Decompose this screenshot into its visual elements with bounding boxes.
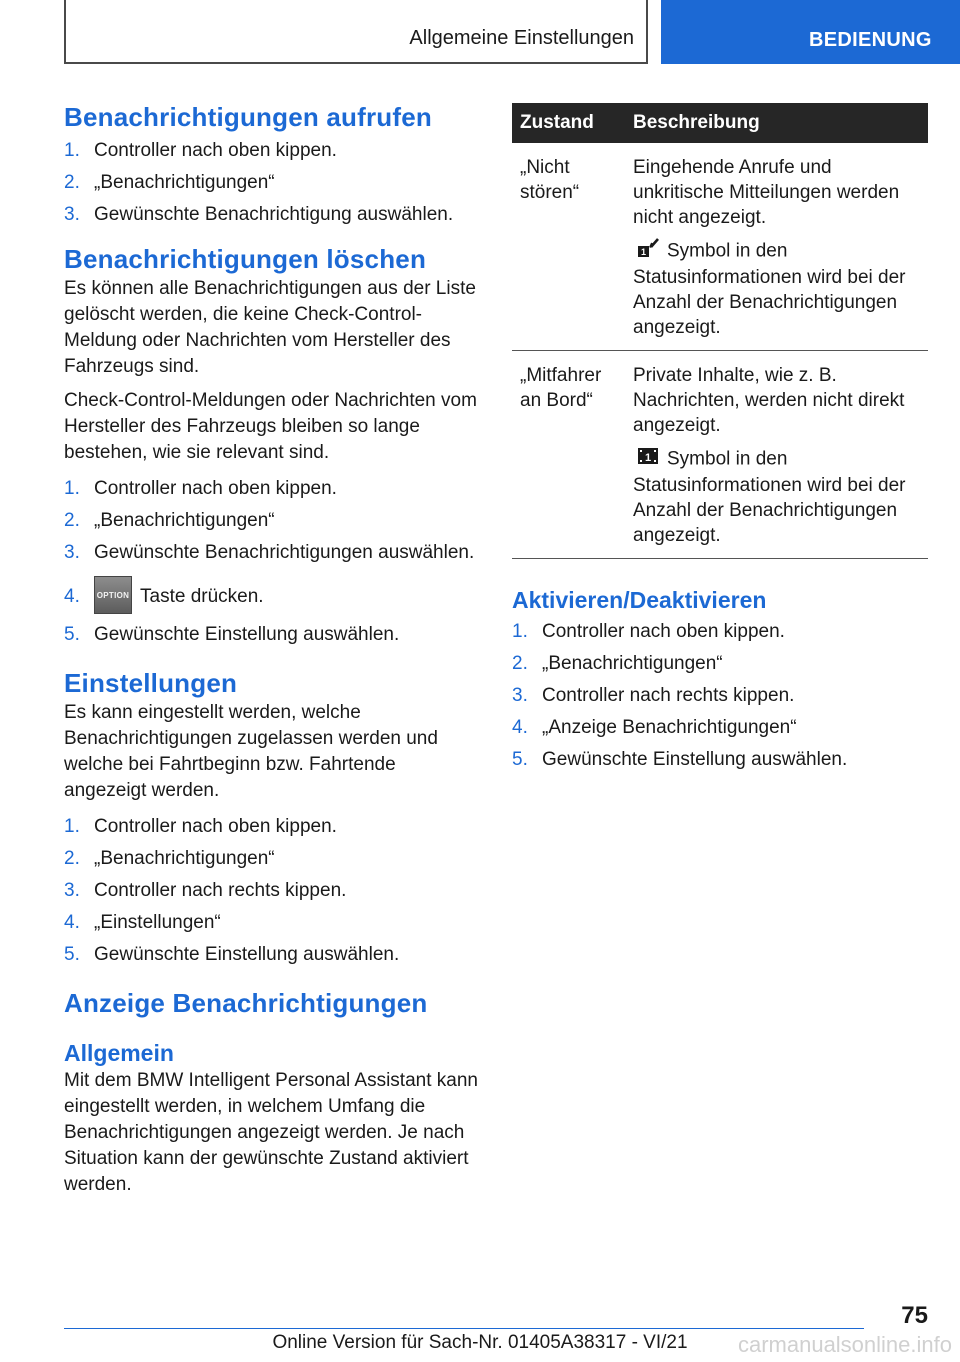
- left-column: [64, 100, 478, 1198]
- table-header: Zustand: [512, 103, 625, 143]
- steps-loeschen: [64, 476, 478, 648]
- list-item: 4. OPTION Taste drücken.: [64, 584, 478, 614]
- paragraph: Es können alle Benachrichtigungen aus der Liste gelöscht werden, die keine Check-Control-Meldung oder Nachrichten vom Hersteller des Fahrzeugs sind.: [64, 278, 476, 377]
- heading-einstellungen: Einstellungen: [64, 668, 238, 698]
- heading-loeschen: Benachrichtigungen löschen: [64, 244, 427, 274]
- list-item: 5. Gewünschte Einstellung auswählen.: [64, 624, 400, 645]
- steps-einstellungen: [64, 814, 478, 968]
- section-label: BEDIENUNG: [809, 29, 932, 51]
- footer-divider: [64, 1328, 864, 1329]
- list-item: 4. „Einstellungen“: [64, 912, 221, 933]
- table-row: [512, 351, 928, 559]
- watermark: carmanualsonline.info: [737, 1332, 952, 1357]
- list-item: 2. „Benachrichtigungen“: [64, 848, 275, 869]
- svg-text:1: 1: [644, 452, 652, 464]
- paragraph: Es kann eingestellt werden, welche Benachrichtigungen zugelassen werden und welche bei Fahrtbeginn bzw. Fahrtende angezeigt werden.: [64, 702, 438, 801]
- heading-aufrufen: Benachrichtigungen aufrufen: [64, 102, 432, 132]
- table-header: Beschreibung: [625, 103, 928, 143]
- page-number: 75: [901, 1302, 928, 1329]
- table-cell-state: „Mitfahrer an Bord“: [512, 351, 625, 559]
- online-version-text: Online Version für Sach-Nr. 01405A38317 - VI/21: [272, 1332, 688, 1353]
- list-item: 4. „Anzeige Benachrichtigungen“: [512, 717, 797, 738]
- list-item: 5. Gewünschte Einstellung auswählen.: [64, 944, 400, 965]
- list-item: 1. Controller nach oben kippen.: [64, 140, 337, 161]
- option-button-icon: OPTION: [94, 576, 132, 614]
- list-item: 3. Gewünschte Benachrichtigung auswählen.: [64, 204, 454, 225]
- heading-anzeige: Anzeige Benachrichtigungen: [64, 988, 428, 1018]
- paragraph: Check-Control-Meldungen oder Nachrichten vom Hersteller des Fahrzeugs bleiben so lange bestehen, wie sie relevant sind.: [64, 390, 477, 463]
- subheading-allgemein: Allgemein: [64, 1040, 174, 1066]
- chapter-title: Allgemeine Einstellungen: [409, 27, 634, 49]
- table-cell-description: Private Inhalte, wie z. B. Nachrichten, werden nicht direkt angezeigt. 1 Symbol in den Statusinformationen wird bei der Anzahl der Benachrichtigungen angezeigt.: [625, 351, 928, 559]
- header-section-tab: [661, 0, 960, 64]
- heading-aktivieren: Aktivieren/Deaktivieren: [512, 587, 767, 613]
- header-title-box: [64, 0, 648, 64]
- paragraph: Mit dem BMW Intelligent Personal Assistant kann eingestellt werden, in welchem Umfang die Benachrichtigungen angezeigt werden. Je nach Situation kann der gewünschte Zustand aktiviert werden.: [64, 1070, 478, 1195]
- list-item: 3. Controller nach rechts kippen.: [64, 880, 347, 901]
- list-item: 2. „Benachrichtigungen“: [64, 172, 275, 193]
- steps-aufrufen: [64, 138, 478, 228]
- state-table: [512, 103, 928, 559]
- list-item: 3. Gewünschte Benachrichtigungen auswählen.: [64, 542, 475, 563]
- list-item: 2. „Benachrichtigungen“: [64, 510, 275, 531]
- do-not-disturb-icon: [637, 238, 659, 265]
- list-item: 3. Controller nach rechts kippen.: [512, 685, 795, 706]
- table-cell-state: „Nicht stören“: [512, 143, 625, 351]
- list-item: 1. Controller nach oben kippen.: [64, 478, 337, 499]
- list-item: 1. Controller nach oben kippen.: [512, 621, 785, 642]
- steps-aktivieren: [512, 619, 928, 773]
- list-item: 1. Controller nach oben kippen.: [64, 816, 337, 837]
- table-cell-description: Eingehende Anrufe und unkritische Mitteilungen werden nicht angezeigt. 1 Symbol in den Statusinformationen wird bei der Anzahl der Benachrichtigungen angezeigt.: [625, 143, 928, 351]
- right-column: [512, 103, 928, 779]
- list-item: 2. „Benachrichtigungen“: [512, 653, 723, 674]
- table-row: [512, 143, 928, 351]
- passenger-on-board-icon: [637, 446, 659, 473]
- svg-text:1: 1: [640, 247, 647, 257]
- list-item: 5. Gewünschte Einstellung auswählen.: [512, 749, 848, 770]
- table-header-row: [512, 103, 928, 143]
